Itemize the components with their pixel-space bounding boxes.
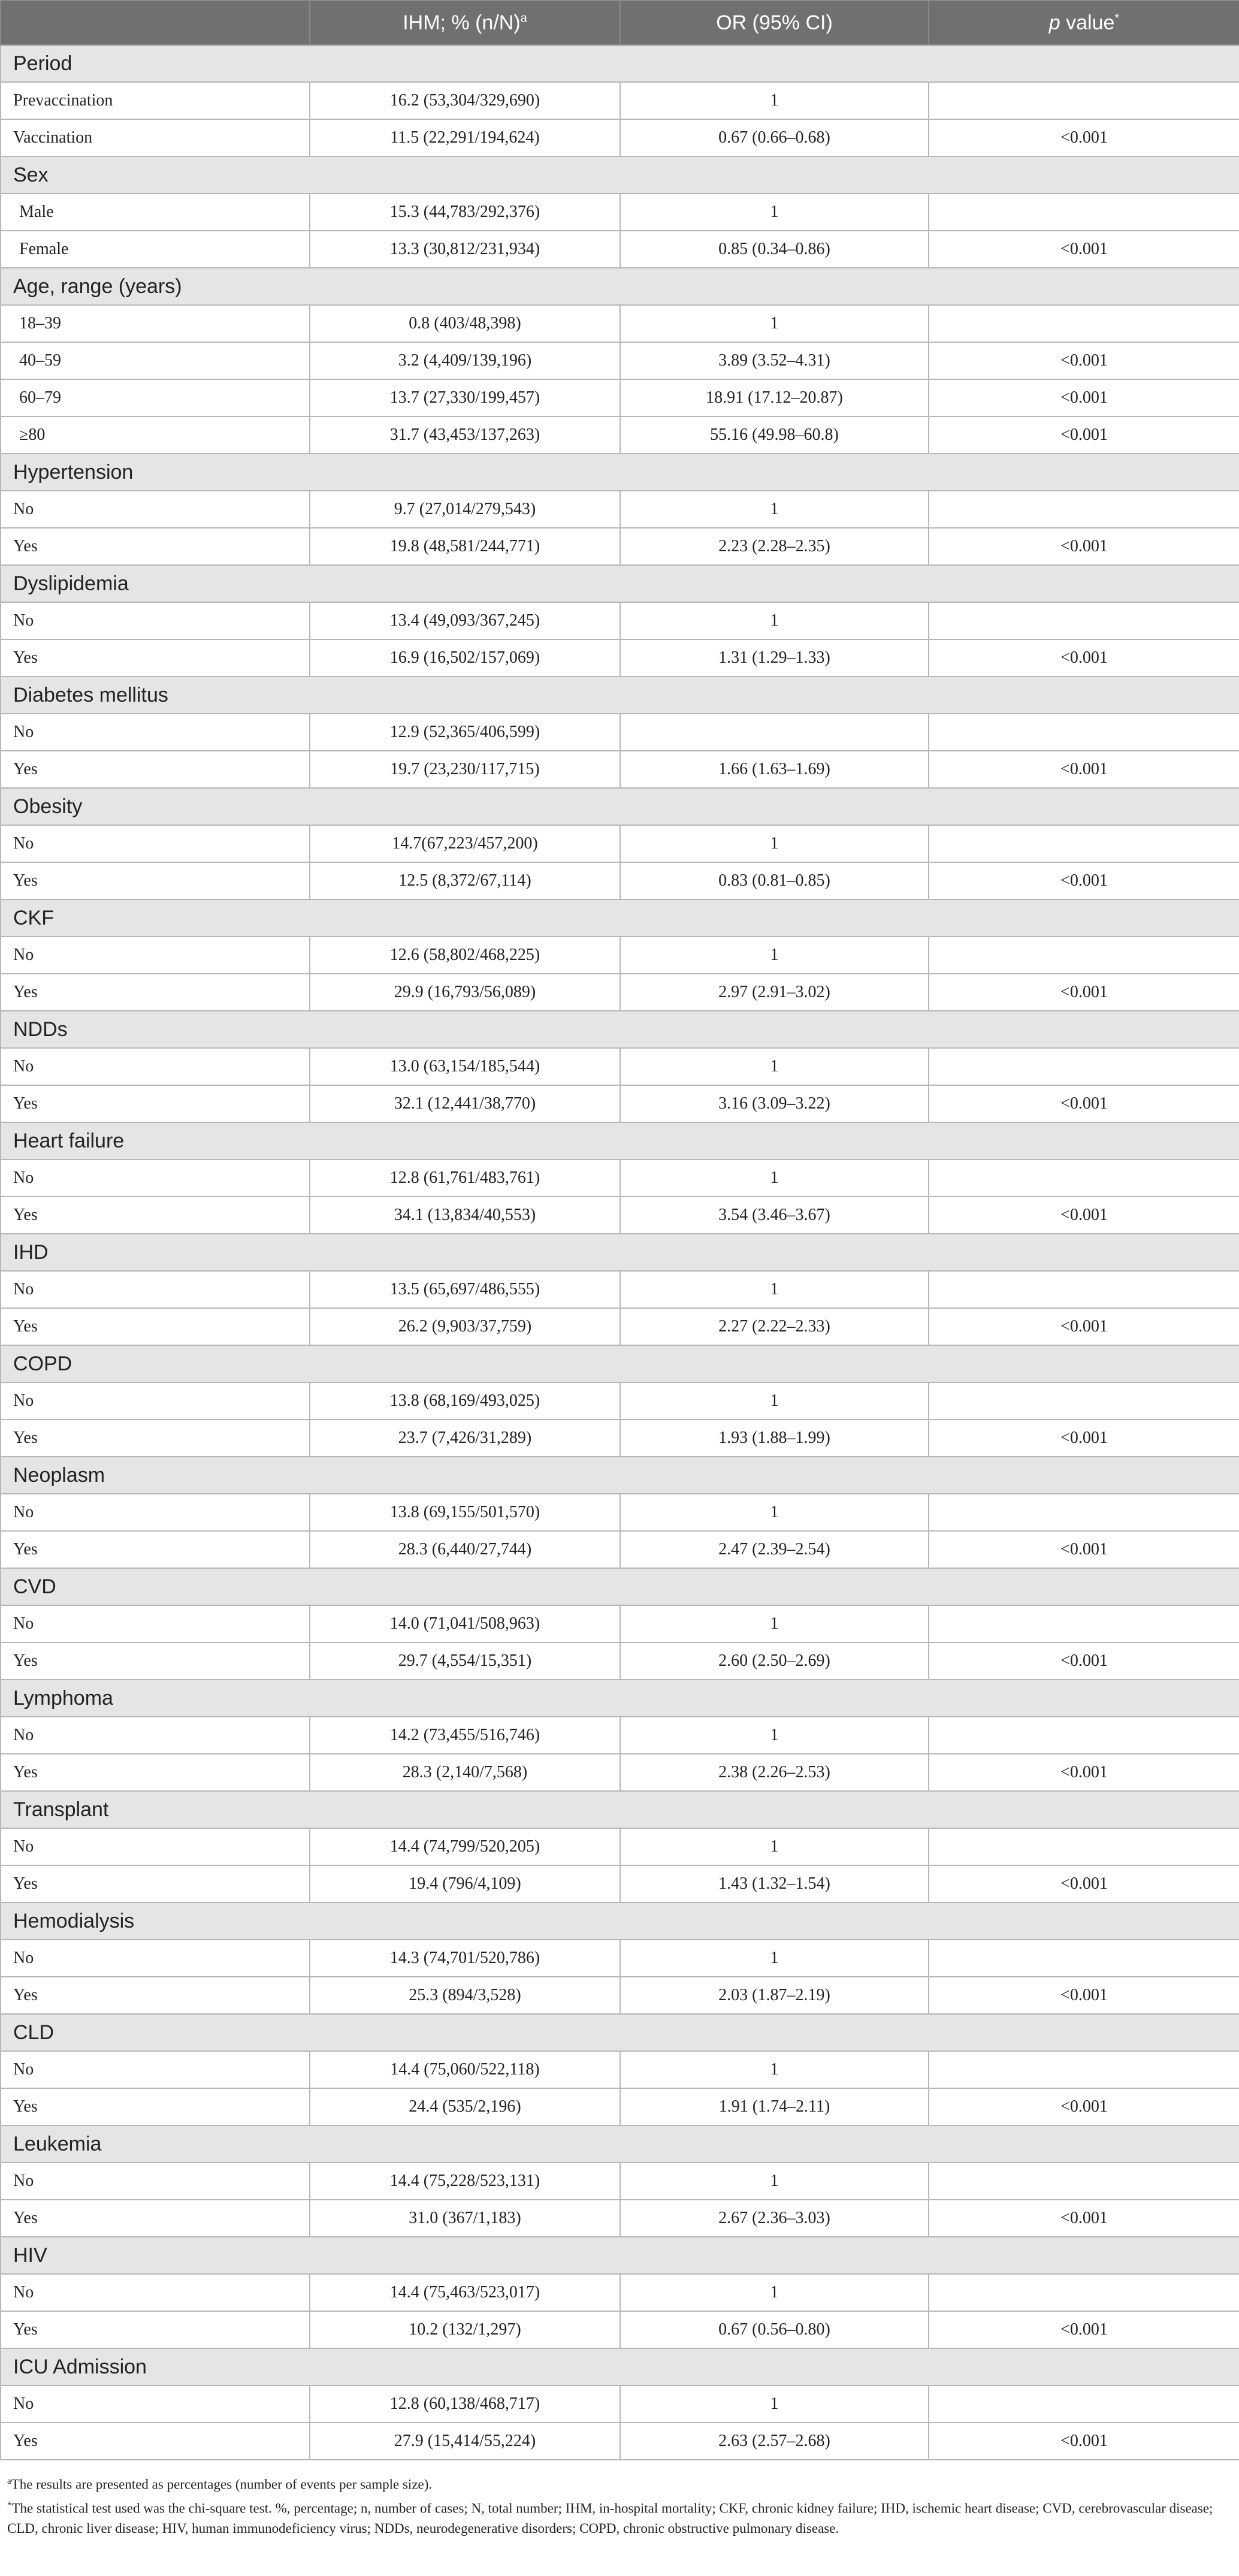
row-label: No <box>1 825 310 862</box>
row-or-value: 1 <box>620 2051 929 2088</box>
row-label: No <box>1 1382 310 1420</box>
header-p-italic: p <box>1048 11 1060 34</box>
header-ihm <box>310 1 620 45</box>
table-row <box>1 714 1239 751</box>
table-row <box>1 2311 1239 2348</box>
row-or-value: 1 <box>620 1828 929 1865</box>
row-label: No <box>1 2385 310 2423</box>
row-or-value: 1 <box>620 1382 929 1420</box>
section-title: Sex <box>1 156 1239 194</box>
section-row <box>1 2014 1239 2051</box>
row-or-value: 1.31 (1.29–1.33) <box>620 639 929 677</box>
table-row <box>1 342 1239 379</box>
row-or-value: 2.97 (2.91–3.02) <box>620 974 929 1011</box>
row-ihm-value: 28.3 (6,440/27,744) <box>310 1531 620 1568</box>
row-p-value <box>929 2274 1239 2311</box>
row-label: Female <box>1 231 310 268</box>
table-row <box>1 1940 1239 1977</box>
row-ihm-value: 19.8 (48,581/244,771) <box>310 528 620 565</box>
row-label: Yes <box>1 1308 310 1345</box>
header-p-label: value <box>1060 11 1115 34</box>
table-row <box>1 825 1239 862</box>
section-title: NDDs <box>1 1011 1239 1048</box>
row-ihm-value: 0.8 (403/48,398) <box>310 305 620 342</box>
row-label: No <box>1 602 310 639</box>
section-row <box>1 2237 1239 2274</box>
section-title: Transplant <box>1 1791 1239 1828</box>
row-or-value: 1 <box>620 491 929 528</box>
section-title: IHD <box>1 1234 1239 1271</box>
row-or-value: 0.85 (0.34–0.86) <box>620 231 929 268</box>
table-row <box>1 82 1239 119</box>
row-label: Yes <box>1 1865 310 1902</box>
section-title: Lymphoma <box>1 1680 1239 1717</box>
table-row <box>1 416 1239 454</box>
row-p-value: <0.001 <box>929 1977 1239 2014</box>
row-ihm-value: 26.2 (9,903/37,759) <box>310 1308 620 1345</box>
row-label: Vaccination <box>1 119 310 156</box>
row-ihm-value: 13.4 (49,093/367,245) <box>310 602 620 639</box>
row-p-value: <0.001 <box>929 1531 1239 1568</box>
row-ihm-value: 14.7(67,223/457,200) <box>310 825 620 862</box>
row-p-value: <0.001 <box>929 639 1239 677</box>
row-label: Yes <box>1 2423 310 2460</box>
row-ihm-value: 12.9 (52,365/406,599) <box>310 714 620 751</box>
row-ihm-value: 9.7 (27,014/279,543) <box>310 491 620 528</box>
table-row <box>1 1159 1239 1197</box>
row-ihm-value: 16.9 (16,502/157,069) <box>310 639 620 677</box>
row-label: Yes <box>1 862 310 899</box>
row-ihm-value: 13.8 (69,155/501,570) <box>310 1494 620 1531</box>
table-row <box>1 491 1239 528</box>
row-label: 40–59 <box>1 342 310 379</box>
section-title: Dyslipidemia <box>1 565 1239 602</box>
row-label: Yes <box>1 528 310 565</box>
row-label: No <box>1 2051 310 2088</box>
row-label: 60–79 <box>1 379 310 416</box>
row-label: Yes <box>1 2088 310 2125</box>
table-row <box>1 1531 1239 1568</box>
row-label: Yes <box>1 1977 310 2014</box>
row-ihm-value: 27.9 (15,414/55,224) <box>310 2423 620 2460</box>
row-or-value: 2.60 (2.50–2.69) <box>620 1642 929 1680</box>
row-or-value: 1 <box>620 1159 929 1197</box>
row-label: No <box>1 1271 310 1308</box>
section-title: Heart failure <box>1 1122 1239 1159</box>
header-p-footnote-mark: * <box>1114 11 1120 25</box>
table-row <box>1 1271 1239 1308</box>
section-row <box>1 677 1239 714</box>
row-p-value: <0.001 <box>929 342 1239 379</box>
row-ihm-value: 24.4 (535/2,196) <box>310 2088 620 2125</box>
row-label: Yes <box>1 639 310 677</box>
row-label: Yes <box>1 1197 310 1234</box>
table-row <box>1 1642 1239 1680</box>
row-ihm-value: 11.5 (22,291/194,624) <box>310 119 620 156</box>
row-p-value: <0.001 <box>929 862 1239 899</box>
row-ihm-value: 13.7 (27,330/199,457) <box>310 379 620 416</box>
row-or-value: 1 <box>620 1605 929 1642</box>
row-or-value: 0.67 (0.66–0.68) <box>620 119 929 156</box>
row-p-value: <0.001 <box>929 2200 1239 2237</box>
row-or-value: 1.93 (1.88–1.99) <box>620 1420 929 1457</box>
table-footnotes <box>0 2460 1239 2539</box>
table-row <box>1 2274 1239 2311</box>
section-title: CVD <box>1 1568 1239 1605</box>
row-ihm-value: 10.2 (132/1,297) <box>310 2311 620 2348</box>
table-row <box>1 974 1239 1011</box>
row-p-value: <0.001 <box>929 751 1239 788</box>
row-ihm-value: 19.7 (23,230/117,715) <box>310 751 620 788</box>
table-row <box>1 2163 1239 2200</box>
section-title: Diabetes mellitus <box>1 677 1239 714</box>
row-or-value: 2.67 (2.36–3.03) <box>620 2200 929 2237</box>
row-label: No <box>1 1605 310 1642</box>
table-row <box>1 528 1239 565</box>
row-p-value <box>929 825 1239 862</box>
row-label: Yes <box>1 1531 310 1568</box>
footnote-a <box>7 2471 1232 2495</box>
table-row <box>1 1754 1239 1791</box>
row-label: No <box>1 1159 310 1197</box>
row-or-value: 1 <box>620 825 929 862</box>
row-or-value: 1 <box>620 602 929 639</box>
row-ihm-value: 14.4 (74,799/520,205) <box>310 1828 620 1865</box>
row-or-value: 2.47 (2.39–2.54) <box>620 1531 929 1568</box>
row-or-value: 1.91 (1.74–2.11) <box>620 2088 929 2125</box>
row-label: ≥80 <box>1 416 310 454</box>
row-p-value <box>929 491 1239 528</box>
row-ihm-value: 25.3 (894/3,528) <box>310 1977 620 2014</box>
row-p-value: <0.001 <box>929 1308 1239 1345</box>
table-row <box>1 1382 1239 1420</box>
section-row <box>1 2125 1239 2163</box>
row-p-value <box>929 305 1239 342</box>
row-p-value <box>929 1605 1239 1642</box>
row-ihm-value: 15.3 (44,783/292,376) <box>310 194 620 231</box>
section-row <box>1 1791 1239 1828</box>
row-label: No <box>1 2274 310 2311</box>
section-title: Hemodialysis <box>1 1902 1239 1940</box>
row-p-value: <0.001 <box>929 1865 1239 1902</box>
row-or-value: 2.63 (2.57–2.68) <box>620 2423 929 2460</box>
footnote-b <box>7 2495 1232 2539</box>
row-p-value <box>929 1494 1239 1531</box>
row-ihm-value: 19.4 (796/4,109) <box>310 1865 620 1902</box>
row-p-value <box>929 2051 1239 2088</box>
row-or-value: 1 <box>620 1940 929 1977</box>
table-row <box>1 119 1239 156</box>
row-or-value: 3.16 (3.09–3.22) <box>620 1085 929 1122</box>
row-label: Yes <box>1 974 310 1011</box>
row-or-value: 0.67 (0.56–0.80) <box>620 2311 929 2348</box>
row-label: No <box>1 937 310 974</box>
row-p-value <box>929 1828 1239 1865</box>
section-row <box>1 1011 1239 1048</box>
row-p-value: <0.001 <box>929 2423 1239 2460</box>
table-row <box>1 1865 1239 1902</box>
row-ihm-value: 23.7 (7,426/31,289) <box>310 1420 620 1457</box>
row-ihm-value: 14.3 (74,701/520,786) <box>310 1940 620 1977</box>
row-ihm-value: 29.7 (4,554/15,351) <box>310 1642 620 1680</box>
header-ihm-footnote-mark: a <box>520 11 527 25</box>
row-label: No <box>1 491 310 528</box>
row-label: Yes <box>1 1420 310 1457</box>
row-ihm-value: 34.1 (13,834/40,553) <box>310 1197 620 1234</box>
row-or-value: 1 <box>620 1271 929 1308</box>
row-ihm-value: 31.0 (367/1,183) <box>310 2200 620 2237</box>
row-or-value: 2.23 (2.28–2.35) <box>620 528 929 565</box>
row-ihm-value: 28.3 (2,140/7,568) <box>310 1754 620 1791</box>
footnote-a-text: The results are presented as percentages (number of events per sample size). <box>11 2477 433 2492</box>
row-label: No <box>1 2163 310 2200</box>
row-ihm-value: 14.4 (75,060/522,118) <box>310 2051 620 2088</box>
row-p-value: <0.001 <box>929 2088 1239 2125</box>
row-label: No <box>1 1048 310 1085</box>
footnote-a-mark: a <box>7 2477 11 2486</box>
section-row <box>1 45 1239 82</box>
row-or-value: 2.03 (1.87–2.19) <box>620 1977 929 2014</box>
table-row <box>1 602 1239 639</box>
section-title: CLD <box>1 2014 1239 2051</box>
row-or-value: 1 <box>620 82 929 119</box>
section-row <box>1 565 1239 602</box>
table-row <box>1 1828 1239 1865</box>
table-row <box>1 751 1239 788</box>
row-or-value: 1 <box>620 937 929 974</box>
row-p-value: <0.001 <box>929 1197 1239 1234</box>
row-ihm-value: 14.0 (71,041/508,963) <box>310 1605 620 1642</box>
row-p-value: <0.001 <box>929 1085 1239 1122</box>
table-row <box>1 1048 1239 1085</box>
row-p-value <box>929 194 1239 231</box>
section-row <box>1 899 1239 937</box>
section-title: Hypertension <box>1 454 1239 491</box>
table-row <box>1 1197 1239 1234</box>
row-ihm-value: 14.2 (73,455/516,746) <box>310 1717 620 1754</box>
table-body <box>1 45 1239 2460</box>
table-row <box>1 231 1239 268</box>
row-ihm-value: 12.8 (60,138/468,717) <box>310 2385 620 2423</box>
section-row <box>1 788 1239 825</box>
table-row <box>1 2385 1239 2423</box>
table-row <box>1 1494 1239 1531</box>
section-row <box>1 1680 1239 1717</box>
section-title: HIV <box>1 2237 1239 2274</box>
row-p-value: <0.001 <box>929 119 1239 156</box>
table-row <box>1 1308 1239 1345</box>
row-or-value: 1.43 (1.32–1.54) <box>620 1865 929 1902</box>
row-or-value: 1.66 (1.63–1.69) <box>620 751 929 788</box>
row-or-value: 1 <box>620 1048 929 1085</box>
row-label: Yes <box>1 1085 310 1122</box>
header-or: OR (95% CI) <box>620 1 929 45</box>
table-row <box>1 305 1239 342</box>
row-p-value <box>929 1940 1239 1977</box>
row-p-value <box>929 1382 1239 1420</box>
table-row <box>1 1085 1239 1122</box>
row-ihm-value: 16.2 (53,304/329,690) <box>310 82 620 119</box>
row-p-value <box>929 714 1239 751</box>
table-row <box>1 194 1239 231</box>
row-or-value: 1 <box>620 1494 929 1531</box>
row-ihm-value: 31.7 (43,453/137,263) <box>310 416 620 454</box>
table-row <box>1 2088 1239 2125</box>
row-or-value: 1 <box>620 194 929 231</box>
row-ihm-value: 13.0 (63,154/185,544) <box>310 1048 620 1085</box>
section-title: Period <box>1 45 1239 82</box>
row-ihm-value: 29.9 (16,793/56,089) <box>310 974 620 1011</box>
row-label: Male <box>1 194 310 231</box>
row-label: Yes <box>1 2200 310 2237</box>
row-ihm-value: 32.1 (12,441/38,770) <box>310 1085 620 1122</box>
section-row <box>1 1568 1239 1605</box>
row-p-value <box>929 82 1239 119</box>
table-header-row <box>1 1 1239 45</box>
row-p-value: <0.001 <box>929 231 1239 268</box>
table-row <box>1 2051 1239 2088</box>
section-row <box>1 268 1239 305</box>
row-label: No <box>1 714 310 751</box>
row-p-value: <0.001 <box>929 974 1239 1011</box>
section-row <box>1 156 1239 194</box>
row-p-value <box>929 2163 1239 2200</box>
section-row <box>1 1902 1239 1940</box>
table-row <box>1 379 1239 416</box>
table-row <box>1 862 1239 899</box>
row-p-value: <0.001 <box>929 416 1239 454</box>
table-row <box>1 937 1239 974</box>
row-p-value <box>929 602 1239 639</box>
section-title: COPD <box>1 1345 1239 1382</box>
row-p-value: <0.001 <box>929 1642 1239 1680</box>
row-p-value: <0.001 <box>929 528 1239 565</box>
row-p-value: <0.001 <box>929 1754 1239 1791</box>
row-or-value: 1 <box>620 2385 929 2423</box>
row-p-value: <0.001 <box>929 379 1239 416</box>
section-title: CKF <box>1 899 1239 937</box>
row-label: No <box>1 1940 310 1977</box>
header-p-value <box>929 1 1239 45</box>
section-row <box>1 1234 1239 1271</box>
table-row <box>1 1605 1239 1642</box>
row-label: No <box>1 1717 310 1754</box>
row-or-value: 3.54 (3.46–3.67) <box>620 1197 929 1234</box>
row-label: 18–39 <box>1 305 310 342</box>
section-title: Neoplasm <box>1 1457 1239 1494</box>
row-or-value: 0.83 (0.81–0.85) <box>620 862 929 899</box>
table-row <box>1 2200 1239 2237</box>
row-or-value: 1 <box>620 2163 929 2200</box>
row-or-value: 3.89 (3.52–4.31) <box>620 342 929 379</box>
table-row <box>1 639 1239 677</box>
footnote-b-mark: * <box>7 2500 12 2510</box>
row-label: No <box>1 1828 310 1865</box>
table-row <box>1 1717 1239 1754</box>
section-row <box>1 1345 1239 1382</box>
row-p-value <box>929 1159 1239 1197</box>
row-p-value <box>929 1048 1239 1085</box>
row-label: Prevaccination <box>1 82 310 119</box>
row-p-value <box>929 1271 1239 1308</box>
row-ihm-value: 14.4 (75,463/523,017) <box>310 2274 620 2311</box>
row-ihm-value: 12.5 (8,372/67,114) <box>310 862 620 899</box>
section-title: Age, range (years) <box>1 268 1239 305</box>
row-or-value: 2.38 (2.26–2.53) <box>620 1754 929 1791</box>
section-title: Obesity <box>1 788 1239 825</box>
row-label: Yes <box>1 2311 310 2348</box>
row-ihm-value: 13.8 (68,169/493,025) <box>310 1382 620 1420</box>
row-label: Yes <box>1 1642 310 1680</box>
row-label: No <box>1 1494 310 1531</box>
section-row <box>1 454 1239 491</box>
header-ihm-label: IHM; % (n/N) <box>403 11 521 34</box>
row-or-value: 1 <box>620 1717 929 1754</box>
section-row <box>1 2348 1239 2385</box>
section-title: ICU Admission <box>1 2348 1239 2385</box>
row-label: Yes <box>1 751 310 788</box>
table-row <box>1 2423 1239 2460</box>
row-ihm-value: 3.2 (4,409/139,196) <box>310 342 620 379</box>
row-label: Yes <box>1 1754 310 1791</box>
row-or-value <box>620 714 929 751</box>
row-ihm-value: 14.4 (75,228/523,131) <box>310 2163 620 2200</box>
row-p-value: <0.001 <box>929 2311 1239 2348</box>
row-p-value <box>929 1717 1239 1754</box>
row-or-value: 1 <box>620 2274 929 2311</box>
row-ihm-value: 12.8 (61,761/483,761) <box>310 1159 620 1197</box>
row-p-value <box>929 937 1239 974</box>
footnote-b-text: The statistical test used was the chi-square test. %, percentage; n, number of cases; N, total number; IHM, in-hospital mortality; CKF, chronic kidney failure; IHD, ischemic heart disease; CVD, cerebrovascular disease; CLD, chronic liver disease; HIV, human immunodeficiency virus; NDDs, neurodegenerative disorders; COPD, chronic obstructive pulmonary disease. <box>7 2500 1213 2536</box>
header-variable <box>1 1 310 45</box>
row-p-value: <0.001 <box>929 1420 1239 1457</box>
section-row <box>1 1457 1239 1494</box>
section-row <box>1 1122 1239 1159</box>
row-or-value: 55.16 (49.98–60.8) <box>620 416 929 454</box>
row-or-value: 18.91 (17.12–20.87) <box>620 379 929 416</box>
table-row <box>1 1977 1239 2014</box>
row-or-value: 2.27 (2.22–2.33) <box>620 1308 929 1345</box>
row-ihm-value: 12.6 (58,802/468,225) <box>310 937 620 974</box>
section-title: Leukemia <box>1 2125 1239 2163</box>
row-p-value <box>929 2385 1239 2423</box>
row-ihm-value: 13.5 (65,697/486,555) <box>310 1271 620 1308</box>
row-or-value: 1 <box>620 305 929 342</box>
row-ihm-value: 13.3 (30,812/231,934) <box>310 231 620 268</box>
table-row <box>1 1420 1239 1457</box>
